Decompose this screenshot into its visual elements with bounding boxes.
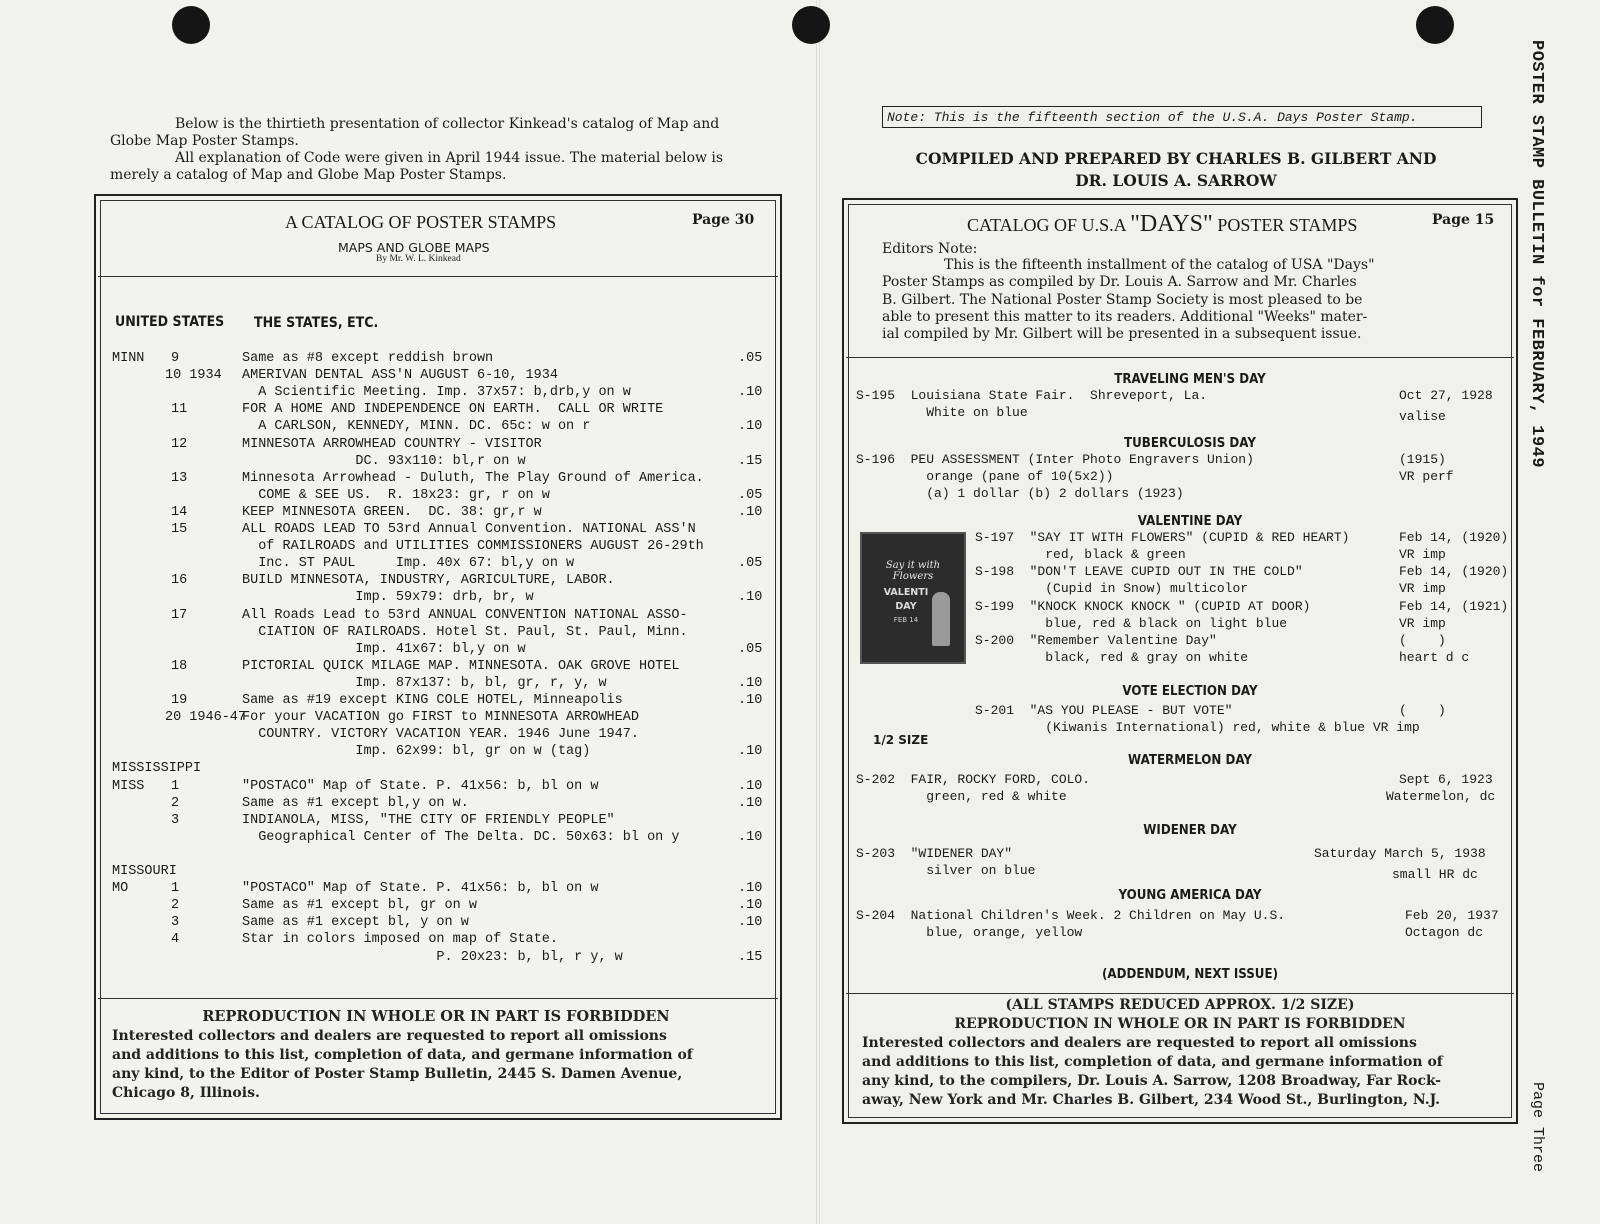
stamp-entry: S-198 "DON'T LEAVE CUPID OUT IN THE COLD" xyxy=(975,564,1303,579)
item-description: "POSTACO" Map of State. P. 41x56: b, bl on w xyxy=(242,778,599,794)
footer-line: and additions to this list, completion of data, and germane information of xyxy=(862,1054,1443,1070)
item-description: Inc. ST PAUL Imp. 40x 67: bl,y on w xyxy=(242,556,575,572)
item-number: 16 xyxy=(171,573,188,589)
stamp-entry: (Kiwanis International) red, white & blue VR imp xyxy=(975,720,1420,735)
punch-hole xyxy=(792,6,830,44)
stamp-date-format: Saturday March 5, 1938 xyxy=(1314,846,1486,861)
catalog-title: A CATALOG OF POSTER STAMPS xyxy=(285,212,557,232)
stamp-date-format: VR imp xyxy=(1399,547,1446,562)
item-description: P. 20x23: b, bl, r y, w xyxy=(242,949,623,965)
item-description: Same as #19 except KING COLE HOTEL, Minneapolis xyxy=(242,693,623,708)
stamp-entry: (a) 1 dollar (b) 2 dollars (1923) xyxy=(856,486,1184,501)
stamp-date-format: valise xyxy=(1399,409,1446,424)
stamp-text: FEB 14 xyxy=(893,616,919,624)
item-description: COME & SEE US. R. 18x23: gr, r on w xyxy=(242,487,550,503)
note-box: Note: This is the fifteenth section of the U.S.A. Days Poster Stamp. xyxy=(882,106,1482,128)
stamp-date-format: VR imp xyxy=(1399,581,1446,596)
days-catalog-title xyxy=(967,211,1357,238)
state-code: MISSOURI xyxy=(112,864,177,879)
footer-line: any kind, to the compilers, Dr. Louis A. Sarrow, 1208 Broadway, Far Rock- xyxy=(862,1073,1441,1089)
footer-line: Interested collectors and dealers are requested to report all omissions xyxy=(862,1035,1417,1051)
stamp-date-format: small HR dc xyxy=(1392,867,1478,882)
footer-title: REPRODUCTION IN WHOLE OR IN PART IS FORBIDDEN xyxy=(202,1008,670,1025)
stamp-entry: S-197 "SAY IT WITH FLOWERS" (CUPID & RED HEART) xyxy=(975,530,1350,545)
note-line: B. Gilbert. The National Poster Stamp Society is most pleased to be xyxy=(882,291,1363,308)
item-price: .10 xyxy=(738,419,763,435)
item-description: For your VACATION go FIRST to MINNESOTA ARROWHEAD xyxy=(242,710,639,726)
compiled-line: COMPILED AND PREPARED BY CHARLES B. GILBERT AND xyxy=(915,149,1437,168)
stamp-entry: S-195 Louisiana State Fair. Shreveport, La. xyxy=(856,388,1208,403)
item-description: A CARLSON, KENNEDY, MINN. DC. 65c: w on r xyxy=(242,419,591,435)
item-description: Imp. 87x137: b, bl, gr, r, y, w xyxy=(242,675,607,691)
item-description: Same as #1 except bl,y on w. xyxy=(242,795,469,811)
stamp-entry: black, red & gray on white xyxy=(975,650,1249,665)
stamp-entry: orange (pane of 10(5x2)) xyxy=(856,469,1114,484)
left-catalog-frame xyxy=(94,194,782,1120)
item-description: A Scientific Meeting. Imp. 37x57: b,drb,y on w xyxy=(242,385,631,401)
title-part: CATALOG OF U.S.A xyxy=(967,215,1126,235)
item-price: .10 xyxy=(738,504,763,520)
day-section-title: TUBERCULOSIS DAY xyxy=(1124,435,1256,451)
item-description: MINNESOTA ARROWHEAD COUNTRY - VISITOR xyxy=(242,436,542,452)
column-head: THE STATES, ETC. xyxy=(254,315,379,331)
item-description: Same as #1 except bl, gr on w xyxy=(242,898,477,914)
item-price: .15 xyxy=(738,949,763,965)
item-number: 18 xyxy=(171,658,188,674)
item-description: Imp. 41x67: bl,y on w xyxy=(242,641,526,657)
item-number: 3 xyxy=(171,812,180,828)
footer-line: any kind, to the Editor of Poster Stamp Bulletin, 2445 S. Damen Avenue, xyxy=(112,1066,683,1082)
item-description: BUILD MINNESOTA, INDUSTRY, AGRICULTURE, LABOR. xyxy=(242,573,615,589)
catalog-subtitle: MAPS AND GLOBE MAPS xyxy=(338,240,490,255)
item-price: .10 xyxy=(738,915,763,931)
item-description: AMERIVAN DENTAL ASS'N AUGUST 6-10, 1934 xyxy=(242,368,558,384)
state-code: MISSISSIPPI xyxy=(112,761,202,777)
item-price: .10 xyxy=(738,778,763,794)
intro-paragraph: Below is the thirtieth presentation of collector Kinkead's catalog of Map and Globe Map Poster Stamps. xyxy=(110,116,720,149)
left-footer xyxy=(112,1027,772,1103)
item-description: of RAILROADS and UTILITIES COMMISSIONERS AUGUST 26-29th xyxy=(242,539,704,555)
footer-line: REPRODUCTION IN WHOLE OR IN PART IS FORBIDDEN xyxy=(954,1016,1406,1032)
item-number: 3 xyxy=(171,915,180,931)
stamp-entry: S-200 "Remember Valentine Day" xyxy=(975,633,1217,648)
item-description: Minnesota Arrowhead - Duluth, The Play Ground of America. xyxy=(242,470,704,486)
stamp-date-format: Feb 14, (1920) xyxy=(1399,530,1509,545)
day-section-title: WIDENER DAY xyxy=(1143,822,1237,838)
editors-note xyxy=(882,257,1482,343)
stamp-date-format: heart d c xyxy=(1399,650,1470,665)
stamp-entry: White on blue xyxy=(856,405,1028,420)
item-number: 15 xyxy=(171,522,188,537)
column-head: UNITED STATES xyxy=(115,314,225,330)
intro-paragraph: All explanation of Code were given in April 1944 issue. The material below is merely a catalog of Map and Globe Map Poster Stamps. xyxy=(110,150,724,183)
compiled-line: DR. LOUIS A. SARROW xyxy=(1075,171,1277,190)
item-price: .10 xyxy=(738,675,763,691)
stamp-date-format: ( ) xyxy=(1399,633,1446,648)
right-footer-bold xyxy=(846,996,1514,1034)
byline: By Mr. W. L. Kinkead xyxy=(376,254,461,264)
item-price: .10 xyxy=(738,744,763,760)
stamp-date-format: VR perf xyxy=(1399,469,1454,484)
stamp-date-format: (1915) xyxy=(1399,452,1446,467)
footer-line: and additions to this list, completion of data, and germane information of xyxy=(112,1047,693,1063)
stamp-date-format: Feb 14, (1921) xyxy=(1399,599,1509,614)
day-section-title: WATERMELON DAY xyxy=(1128,752,1252,768)
item-description: "POSTACO" Map of State. P. 41x56: b, bl on w xyxy=(242,881,599,897)
item-description: KEEP MINNESOTA GREEN. DC. 38: gr,r w xyxy=(242,504,542,520)
item-number: 19 xyxy=(171,693,188,708)
divider xyxy=(98,998,778,999)
item-number: 9 xyxy=(171,351,180,366)
day-section-title: TRAVELING MEN'S DAY xyxy=(1114,371,1266,387)
valentine-stamp-image xyxy=(860,532,966,664)
item-description: CIATION OF RAILROADS. Hotel St. Paul, St. Paul, Minn. xyxy=(242,624,688,640)
page-fold xyxy=(816,0,820,1224)
item-price: .10 xyxy=(738,881,763,897)
item-number: 12 xyxy=(171,436,188,452)
day-section-title: VALENTINE DAY xyxy=(1137,513,1243,529)
item-price: .10 xyxy=(738,693,763,708)
item-number: 2 xyxy=(171,795,180,811)
item-description: Same as #1 except bl, y on w xyxy=(242,915,469,931)
note-line: ial compiled by Mr. Gilbert will be presented in a subsequent issue. xyxy=(882,326,1362,343)
stamp-entry: S-204 National Children's Week. 2 Children on May U.S. xyxy=(856,908,1286,923)
stamp-entry: S-203 "WIDENER DAY" xyxy=(856,846,1013,861)
page-number: Page 15 xyxy=(1432,212,1495,228)
item-price: .05 xyxy=(738,351,763,366)
item-number: 2 xyxy=(171,898,180,914)
stamp-date-format: Oct 27, 1928 xyxy=(1399,388,1493,403)
item-price: .10 xyxy=(738,590,763,606)
item-number: 14 xyxy=(171,504,188,520)
state-code: MINN xyxy=(112,351,145,366)
item-price: .05 xyxy=(738,487,763,503)
stamp-entry: S-196 PEU ASSESSMENT (Inter Photo Engravers Union) xyxy=(856,452,1254,467)
stamp-date-format: Octagon dc xyxy=(1405,925,1484,940)
stamp-date-format: ( ) xyxy=(1399,703,1446,718)
item-description: Star in colors imposed on map of State. xyxy=(242,932,558,948)
stamp-text: VALENTI DAY xyxy=(883,587,929,612)
item-number: 4 xyxy=(171,932,180,948)
stamp-entry: S-199 "KNOCK KNOCK KNOCK " (CUPID AT DOOR) xyxy=(975,599,1311,614)
half-size-label: 1/2 SIZE xyxy=(873,733,929,747)
stamp-entry: blue, orange, yellow xyxy=(856,925,1083,940)
stamp-entry: green, red & white xyxy=(856,789,1067,804)
stamp-entry: S-201 "AS YOU PLEASE - BUT VOTE" xyxy=(975,703,1233,718)
addendum-note: (ADDENDUM, NEXT ISSUE) xyxy=(1101,966,1279,982)
stamp-entry: silver on blue xyxy=(856,863,1036,878)
stamp-entry: red, black & green xyxy=(975,547,1186,562)
item-price: .10 xyxy=(738,385,763,401)
divider xyxy=(98,276,778,277)
item-price: .10 xyxy=(738,898,763,914)
item-price: .10 xyxy=(738,795,763,811)
editors-note-label: Editors Note: xyxy=(882,241,978,257)
footer-line: Chicago 8, Illinois. xyxy=(112,1085,260,1101)
stamp-entry: (Cupid in Snow) multicolor xyxy=(975,581,1249,596)
page-label: Page Three xyxy=(1529,1082,1546,1173)
stamp-text: Say it with Flowers xyxy=(885,560,941,582)
item-number: 1 xyxy=(171,881,180,897)
item-price: .05 xyxy=(738,556,763,572)
footer-line: Interested collectors and dealers are requested to report all omissions xyxy=(112,1028,667,1044)
punch-hole xyxy=(172,6,210,44)
punch-hole xyxy=(1416,6,1454,44)
page-number: Page 30 xyxy=(692,212,755,228)
item-number: 10 1934 xyxy=(165,368,222,384)
bulletin-side-title: POSTER STAMP BULLETIN for FEBRUARY, 1949 xyxy=(1527,40,1546,469)
footer-line: (ALL STAMPS REDUCED APPROX. 1/2 SIZE) xyxy=(1005,997,1355,1013)
item-description: ALL ROADS LEAD TO 53rd Annual Convention. NATIONAL ASS'N xyxy=(242,522,696,537)
stamp-entry: blue, red & black on light blue xyxy=(975,616,1288,631)
item-number: 17 xyxy=(171,607,188,623)
item-description: COUNTRY. VICTORY VACATION YEAR. 1946 June 1947. xyxy=(242,727,639,743)
item-number: 11 xyxy=(171,402,188,418)
item-description: DC. 93x110: bl,r on w xyxy=(242,453,526,469)
compiled-by xyxy=(856,148,1496,192)
item-description: Same as #8 except reddish brown xyxy=(242,351,494,366)
item-description: FOR A HOME AND INDEPENDENCE ON EARTH. CALL OR WRITE xyxy=(242,402,664,418)
item-description: INDIANOLA, MISS, "THE CITY OF FRIENDLY PEOPLE" xyxy=(242,812,615,828)
item-number: 20 1946-47 xyxy=(165,710,247,726)
note-line: Poster Stamps as compiled by Dr. Louis A. Sarrow and Mr. Charles xyxy=(882,274,1357,291)
item-description: All Roads Lead to 53rd ANNUAL CONVENTION NATIONAL ASSO- xyxy=(242,607,688,623)
intro-text xyxy=(110,116,760,184)
item-description: PICTORIAL QUICK MILAGE MAP. MINNESOTA. OAK GROVE HOTEL xyxy=(242,658,680,674)
item-number: 1 xyxy=(171,778,180,794)
cupid-figure xyxy=(932,592,950,646)
stamp-date-format: Feb 14, (1920) xyxy=(1399,564,1509,579)
title-part: "DAYS" xyxy=(1130,211,1213,237)
item-number: 13 xyxy=(171,470,188,486)
item-price: .10 xyxy=(738,829,763,845)
stamp-date-format: VR imp xyxy=(1399,616,1446,631)
state-code: MO xyxy=(112,881,129,897)
divider xyxy=(846,357,1514,358)
title-part: POSTER STAMPS xyxy=(1217,215,1358,235)
item-description: Geographical Center of The Delta. DC. 50x63: bl on y xyxy=(242,829,680,845)
note-line: able to present this matter to its readers. Additional "Weeks" mater- xyxy=(882,308,1368,325)
footer-line: away, New York and Mr. Charles B. Gilbert, 234 Wood St., Burlington, N.J. xyxy=(862,1092,1441,1108)
stamp-date-format: Feb 20, 1937 xyxy=(1405,908,1499,923)
day-section-title: YOUNG AMERICA DAY xyxy=(1118,887,1262,903)
right-footer xyxy=(862,1034,1512,1110)
divider xyxy=(846,993,1514,994)
item-description: Imp. 62x99: bl, gr on w (tag) xyxy=(242,744,591,760)
state-code: MISS xyxy=(112,778,145,794)
stamp-entry: S-202 FAIR, ROCKY FORD, COLO. xyxy=(856,772,1091,787)
stamp-date-format: Watermelon, dc xyxy=(1386,789,1496,804)
item-price: .15 xyxy=(738,453,763,469)
item-price: .05 xyxy=(738,641,763,657)
day-section-title: VOTE ELECTION DAY xyxy=(1122,683,1258,699)
item-description: Imp. 59x79: drb, br, w xyxy=(242,590,534,606)
note-line: This is the fifteenth installment of the catalog of USA "Days" xyxy=(944,257,1375,273)
stamp-date-format: Sept 6, 1923 xyxy=(1399,772,1493,787)
